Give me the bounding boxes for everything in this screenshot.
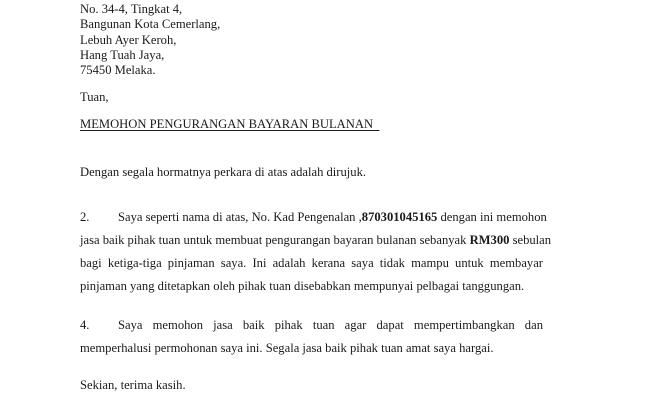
closing: Sekian, terima kasih.: [80, 378, 186, 392]
paragraph-4-line-2: memperhalusi permohonan saya ini. Segala jasa baik pihak tuan amat saya hargai.: [80, 341, 494, 355]
paragraph-number: 4.: [80, 318, 90, 332]
opening-sentence: Dengan segala hormatnya perkara di atas adalah dirujuk.: [80, 165, 367, 179]
ic-number: 870301045165: [361, 210, 438, 224]
paragraph-number: 2.: [80, 210, 90, 224]
subject-heading: MEMOHON PENGURANGAN BAYARAN BULANAN: [80, 117, 380, 131]
address-line-2: Bangunan Kota Cemerlang,: [80, 17, 221, 31]
paragraph-text: Saya memohon jasa baik pihak tuan agar dapat mempertimbangkan dan: [118, 318, 543, 332]
paragraph-2-line-1: [80, 210, 547, 225]
amount: RM300: [469, 233, 510, 247]
paragraph-2-line-4: pinjaman yang ditetapkan oleh pihak tuan disebabkan mempunyai pelbagai tanggungan.: [80, 279, 525, 293]
address-line-5: 75450 Melaka.: [80, 63, 156, 77]
paragraph-text: jasa baik pihak tuan untuk membuat pengurangan bayaran bulanan sebanyak: [80, 233, 470, 247]
address-line-4: Hang Tuah Jaya,: [80, 48, 165, 62]
paragraph-text: Saya seperti nama di atas, No. Kad Pengenalan ,: [118, 210, 362, 224]
salutation: Tuan,: [80, 90, 109, 104]
address-line-1: No. 34-4, Tingkat 4,: [80, 2, 183, 16]
paragraph-2-line-3: bagi ketiga-tiga pinjaman saya. Ini adalah kerana saya tidak mampu untuk membayar: [80, 256, 543, 270]
paragraph-text: dengan ini memohon: [437, 210, 547, 224]
address-line-3: Lebuh Ayer Keroh,: [80, 33, 177, 47]
paragraph-4-line-1: [80, 318, 543, 333]
paragraph-2-line-2: [80, 233, 552, 248]
paragraph-text: sebulan: [509, 233, 552, 247]
